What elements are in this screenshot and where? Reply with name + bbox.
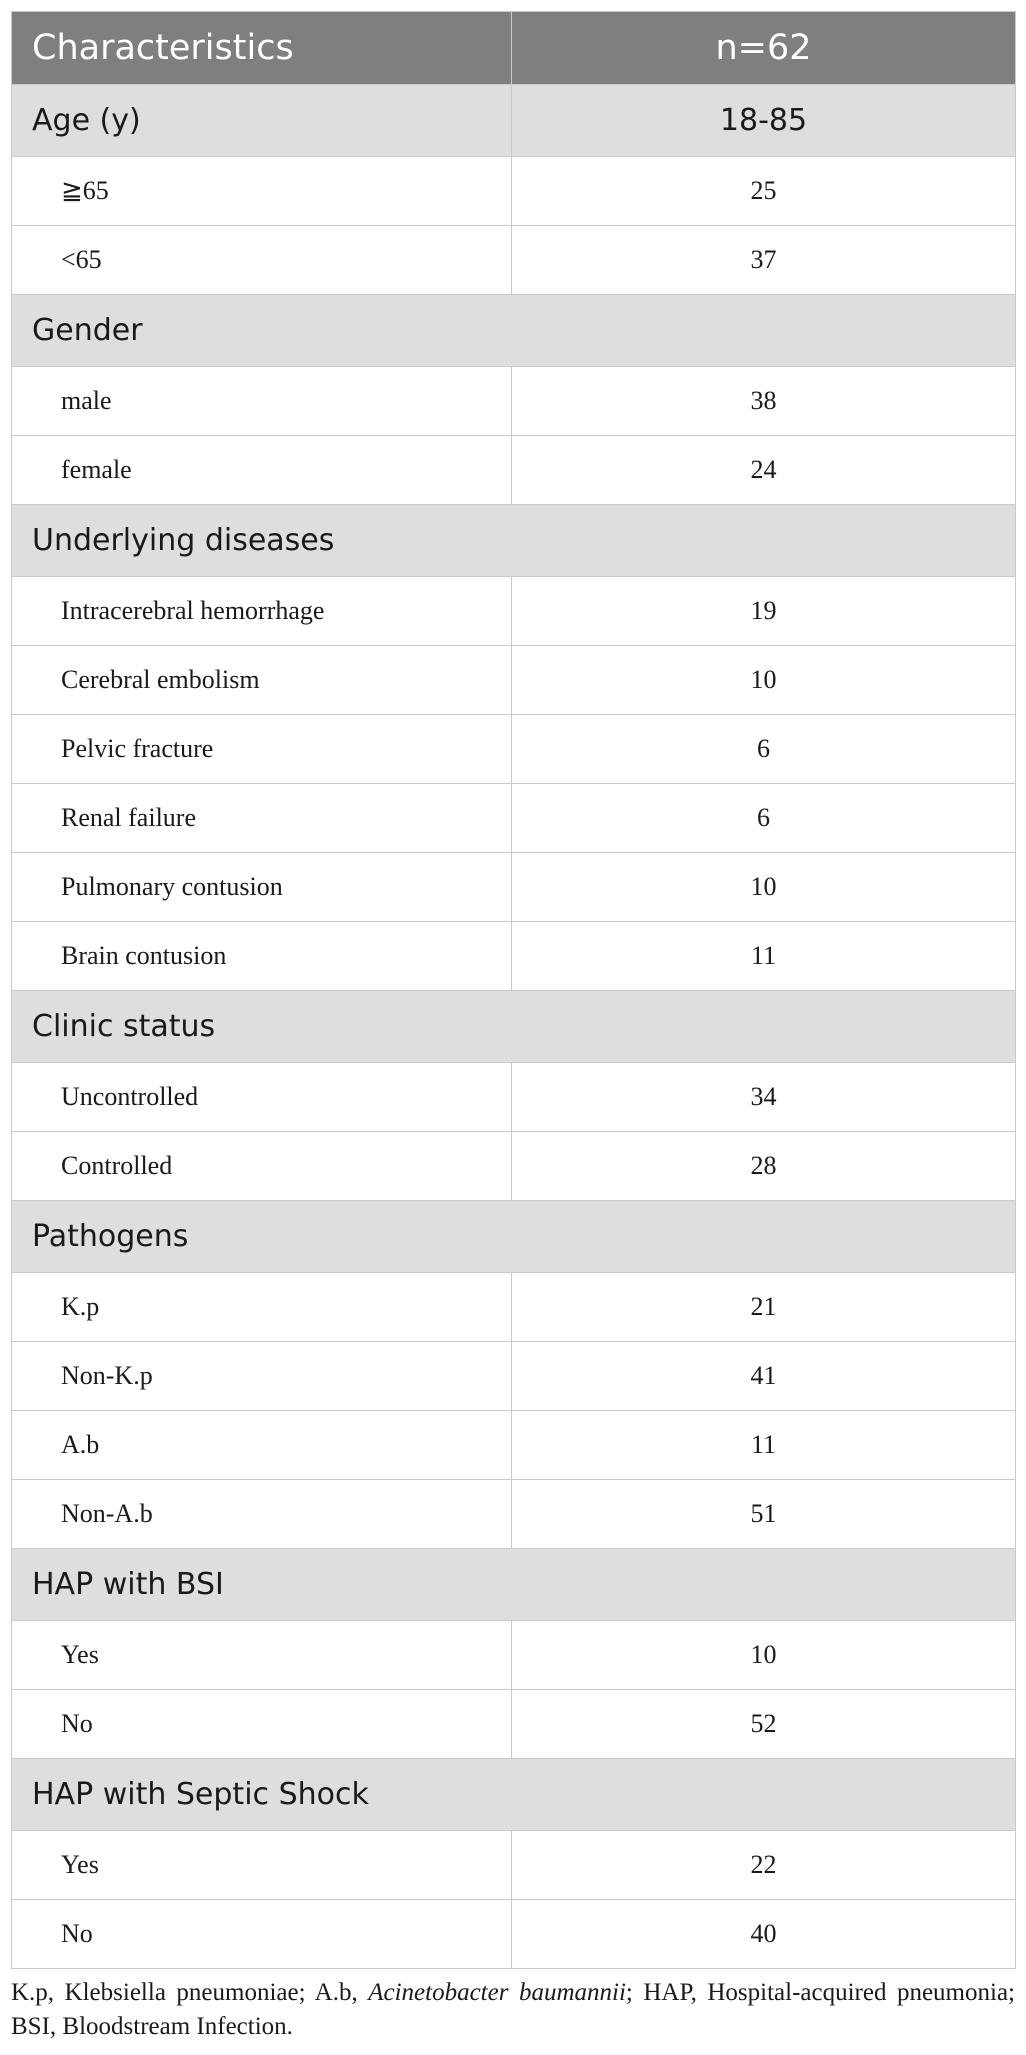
row-value: 11 — [512, 1411, 1016, 1480]
table-row — [12, 157, 1016, 226]
table-row — [12, 784, 1016, 853]
characteristics-table-container — [11, 11, 1015, 1969]
row-label: Yes — [12, 1831, 512, 1900]
row-label: female — [12, 436, 512, 505]
row-value: 10 — [512, 1621, 1016, 1690]
row-label: Non-K.p — [12, 1342, 512, 1411]
section-row-gender — [12, 295, 1016, 367]
row-value: 38 — [512, 367, 1016, 436]
row-value: 28 — [512, 1132, 1016, 1201]
row-label: Pulmonary contusion — [12, 853, 512, 922]
table-row — [12, 1063, 1016, 1132]
table-row — [12, 226, 1016, 295]
footnote-text-2: ; HAP, Hospital-acquired pneumonia; BSI, Bloodstream Infection. — [11, 1979, 1015, 2040]
row-label: Controlled — [12, 1132, 512, 1201]
table-row — [12, 1273, 1016, 1342]
row-label: Yes — [12, 1621, 512, 1690]
row-value: 21 — [512, 1273, 1016, 1342]
row-label: <65 — [12, 226, 512, 295]
characteristics-table — [11, 11, 1016, 1969]
row-label: Non-A.b — [12, 1480, 512, 1549]
row-value: 11 — [512, 922, 1016, 991]
table-row — [12, 1900, 1016, 1969]
row-label: No — [12, 1900, 512, 1969]
row-value: 6 — [512, 715, 1016, 784]
section-value: 18-85 — [512, 85, 1016, 157]
table-row — [12, 436, 1016, 505]
footnote-text-1: K.p, Klebsiella pneumoniae; A.b, — [11, 1979, 369, 2006]
row-value: 52 — [512, 1690, 1016, 1759]
row-label: Pelvic fracture — [12, 715, 512, 784]
section-label: Clinic status — [12, 991, 1016, 1063]
row-label: male — [12, 367, 512, 436]
row-value: 34 — [512, 1063, 1016, 1132]
header-n: n=62 — [512, 12, 1016, 85]
row-value: 25 — [512, 157, 1016, 226]
row-label: Intracerebral hemorrhage — [12, 577, 512, 646]
section-label: Underlying diseases — [12, 505, 1016, 577]
section-row-hap-with-septic-shock — [12, 1759, 1016, 1831]
table-row — [12, 1132, 1016, 1201]
table-row — [12, 1480, 1016, 1549]
section-label: Pathogens — [12, 1201, 1016, 1273]
row-label: Renal failure — [12, 784, 512, 853]
row-value: 19 — [512, 577, 1016, 646]
table-row — [12, 646, 1016, 715]
row-value: 22 — [512, 1831, 1016, 1900]
row-value: 24 — [512, 436, 1016, 505]
row-label: Cerebral embolism — [12, 646, 512, 715]
section-label: HAP with Septic Shock — [12, 1759, 1016, 1831]
row-value: 6 — [512, 784, 1016, 853]
table-row — [12, 1342, 1016, 1411]
section-row-hap-with-bsi — [12, 1549, 1016, 1621]
table-row — [12, 1831, 1016, 1900]
table-header-row — [12, 12, 1016, 85]
section-row-underlying-diseases — [12, 505, 1016, 577]
table-footnote — [11, 1976, 1015, 2044]
table-row — [12, 1690, 1016, 1759]
row-value: 10 — [512, 646, 1016, 715]
row-label: A.b — [12, 1411, 512, 1480]
footnote-italic-species: Acinetobacter baumannii — [368, 1979, 626, 2006]
table-row — [12, 715, 1016, 784]
row-value: 37 — [512, 226, 1016, 295]
table-row — [12, 1621, 1016, 1690]
header-characteristics: Characteristics — [12, 12, 512, 85]
row-label: K.p — [12, 1273, 512, 1342]
section-label: Age (y) — [12, 85, 512, 157]
table-row — [12, 1411, 1016, 1480]
section-row-pathogens — [12, 1201, 1016, 1273]
row-value: 10 — [512, 853, 1016, 922]
table-row — [12, 853, 1016, 922]
row-label: No — [12, 1690, 512, 1759]
row-label: ≧65 — [12, 157, 512, 226]
section-label: Gender — [12, 295, 1016, 367]
table-row — [12, 367, 1016, 436]
row-value: 41 — [512, 1342, 1016, 1411]
row-label: Brain contusion — [12, 922, 512, 991]
section-row-age — [12, 85, 1016, 157]
row-label: Uncontrolled — [12, 1063, 512, 1132]
section-label: HAP with BSI — [12, 1549, 1016, 1621]
table-row — [12, 577, 1016, 646]
table-row — [12, 922, 1016, 991]
row-value: 40 — [512, 1900, 1016, 1969]
row-value: 51 — [512, 1480, 1016, 1549]
section-row-clinic-status — [12, 991, 1016, 1063]
